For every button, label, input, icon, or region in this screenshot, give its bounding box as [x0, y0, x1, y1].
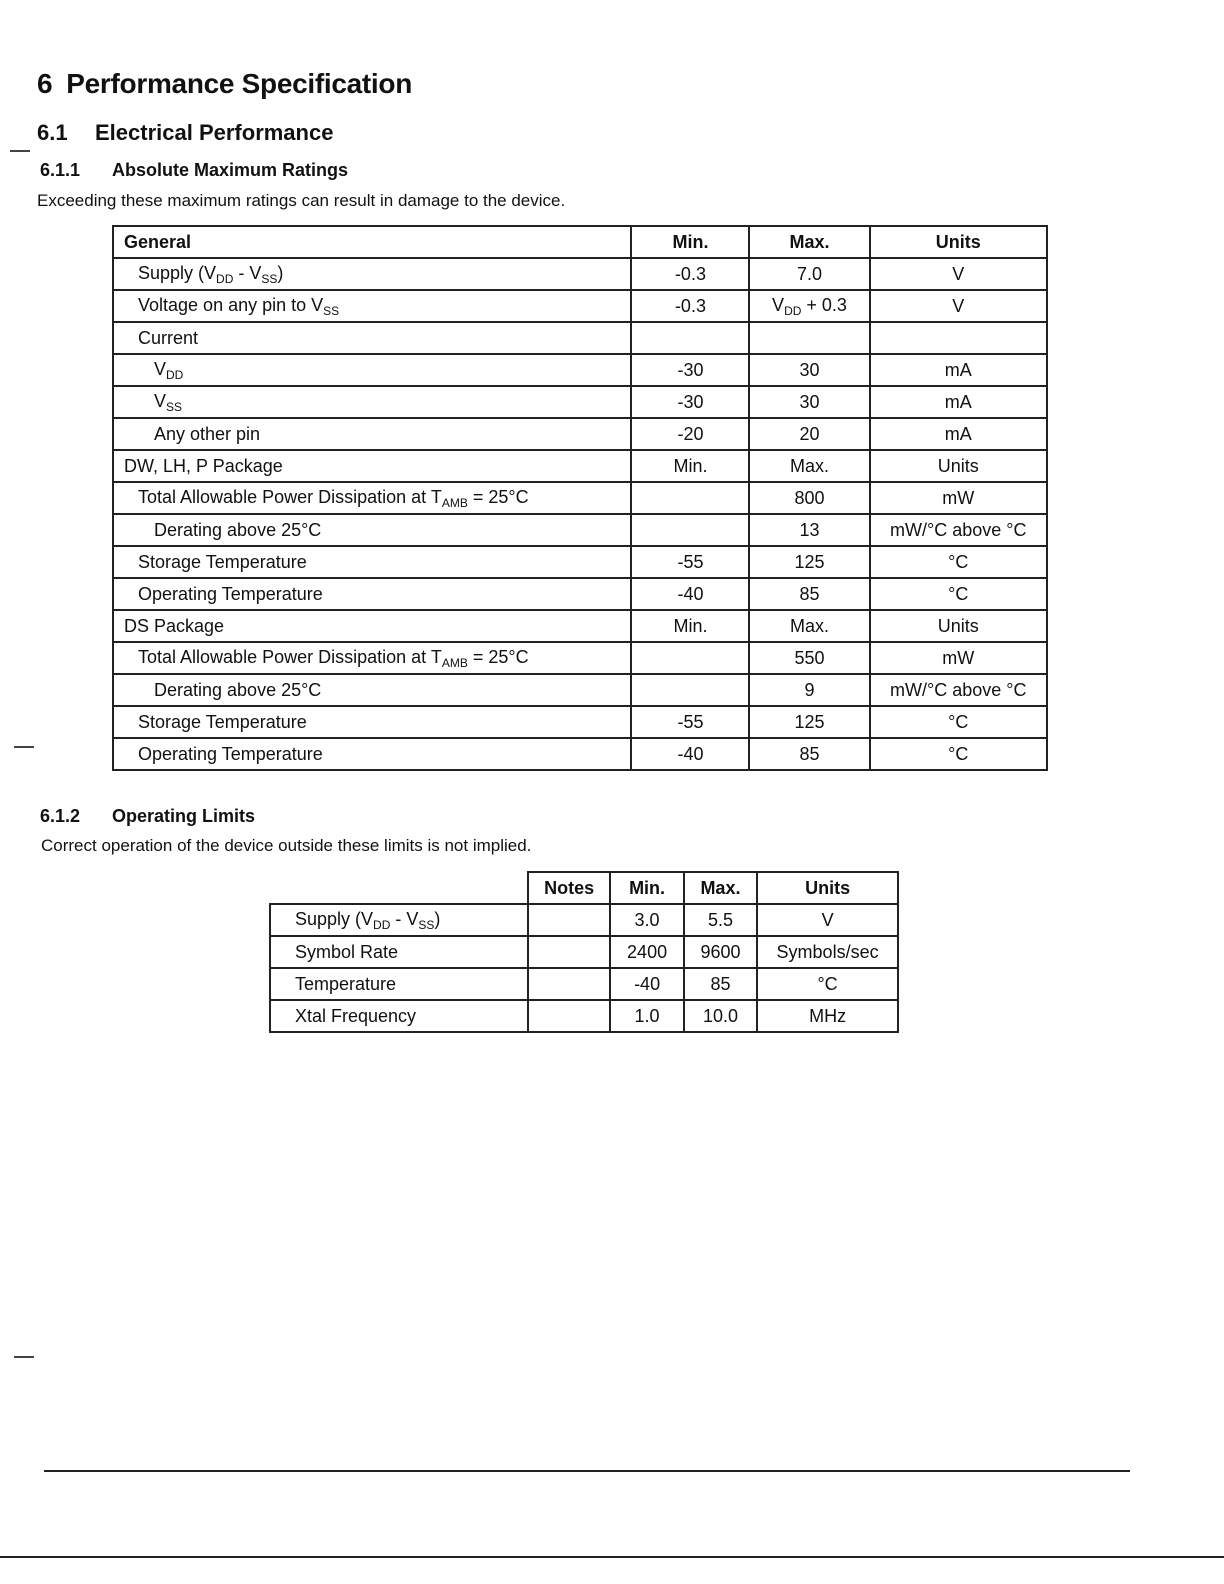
scan-mark [14, 1356, 34, 1358]
subsection-number-1: 6.1.1 [40, 160, 81, 180]
table-row: Symbol Rate 2400 9600 Symbols/sec [270, 936, 898, 968]
header-max: Max. [684, 872, 757, 904]
absolute-max-ratings-table [112, 225, 1048, 771]
section-number: 6.1 [37, 120, 68, 145]
subsection-note-2: Correct operation of the device outside these limits is not implied. [41, 836, 532, 855]
heading-title: Performance Specification [66, 68, 413, 99]
table-section-row: DS Package Min. Max. Units [113, 610, 1047, 642]
section-heading [37, 120, 333, 146]
header-units: Units [870, 226, 1047, 258]
table-row: Derating above 25°C 9 mW/°C above °C [113, 674, 1047, 706]
header-general: General [113, 226, 631, 258]
scan-mark [10, 150, 30, 152]
subsection-heading-2 [40, 806, 255, 827]
table-header-row [270, 872, 898, 904]
operating-limits-table [269, 871, 899, 1033]
table-row: Derating above 25°C 13 mW/°C above °C [113, 514, 1047, 546]
table-row: Temperature -40 85 °C [270, 968, 898, 1000]
subsection-title-1: Absolute Maximum Ratings [112, 160, 349, 180]
header-min: Min. [610, 872, 683, 904]
table-row: Storage Temperature -55 125 °C [113, 706, 1047, 738]
table-row: Operating Temperature -40 85 °C [113, 578, 1047, 610]
footer-rule [44, 1470, 1130, 1472]
table-row: Total Allowable Power Dissipation at $T_{AMB} = 25^\circ C$ 550 mW [113, 642, 1047, 674]
table-row: $V_{SS}$ -30 30 mA [113, 386, 1047, 418]
section-title: Electrical Performance [95, 120, 334, 145]
header-notes: Notes [528, 872, 610, 904]
table-row: Storage Temperature -55 125 °C [113, 546, 1047, 578]
table-row: $V_{DD}$ -30 30 mA [113, 354, 1047, 386]
subsection-title-2: Operating Limits [112, 806, 256, 826]
table-row: Any other pin -20 20 mA [113, 418, 1047, 450]
header-min: Min. [631, 226, 749, 258]
table-row: Supply $(V_{DD} - V_{SS})$ -0.3 7.0 V [113, 258, 1047, 290]
row-label: Voltage on any pin to $V_{SS}$ [113, 290, 631, 322]
subsection-note-1: Exceeding these maximum ratings can result in damage to the device. [37, 191, 566, 210]
page-heading [37, 68, 412, 100]
table-row: Current [113, 322, 1047, 354]
heading-number: 6 [37, 68, 53, 99]
row-label: Supply $(V_{DD} - V_{SS})$ [113, 258, 631, 290]
table-row: Voltage on any pin to $V_{SS}$ -0.3 $V_{DD} + 0.3$ V [113, 290, 1047, 322]
page-bottom-rule [0, 1556, 1224, 1558]
table-row: Total Allowable Power Dissipation at $T_{AMB} = 25^\circ C$ 800 mW [113, 482, 1047, 514]
scan-mark [14, 746, 34, 748]
header-units: Units [757, 872, 898, 904]
table-row: Xtal Frequency 1.0 10.0 MHz [270, 1000, 898, 1032]
table-row: Supply $(V_{DD} - V_{SS})$ 3.0 5.5 V [270, 904, 898, 936]
table-section-row: DW, LH, P Package Min. Max. Units [113, 450, 1047, 482]
table-row: Operating Temperature -40 85 °C [113, 738, 1047, 770]
header-max: Max. [749, 226, 869, 258]
subsection-number-2: 6.1.2 [40, 806, 81, 826]
table-header-row [113, 226, 1047, 258]
subsection-heading-1 [40, 160, 348, 181]
